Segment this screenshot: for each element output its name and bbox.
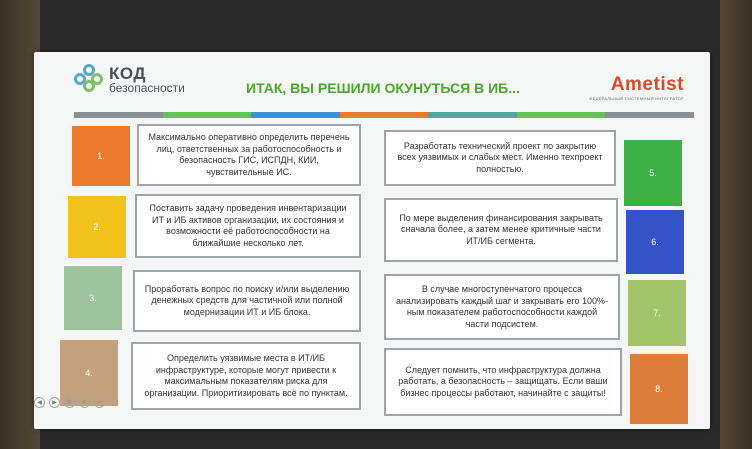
stripe-segment (605, 112, 694, 118)
next-icon[interactable]: ▶ (49, 397, 60, 408)
pen-icon[interactable]: ✎ (64, 397, 75, 408)
prev-icon[interactable]: ◀ (34, 397, 45, 408)
step-number: 6. (626, 210, 684, 274)
step-number: 3. (64, 266, 122, 330)
step-text-box: Следует помнить, что инфраструктура должна работать, а безопасность – защищать. Если ваши бизнес процессы работают, начинайте с защиты! (384, 348, 622, 416)
zoom-icon[interactable]: ⌕ (79, 397, 90, 408)
kod-logo (74, 64, 185, 94)
logo-line2: безопасности (109, 80, 185, 95)
step-text-box: Проработать вопрос по поиску и/или выделению денежных средств для частичной или полной модернизации ИТ и ИБ блока. (133, 270, 361, 332)
ametist-logo (589, 74, 684, 101)
stripe-segment (517, 112, 606, 118)
step-text-box: В случае многоступенчатого процесса анализировать каждый шаг и закрывать его 100%-ным показателем работоспособности каждой части подсистем. (384, 274, 620, 340)
step-number: 4. (60, 340, 118, 406)
step-number: 5. (624, 140, 682, 206)
stripe-segment (340, 112, 429, 118)
color-stripe (74, 112, 694, 118)
step-text-box: Поставить задачу проведения инвентаризации ИТ и ИБ активов организации, их состояния и возможности её работоспособности на ближайшие несколько лет. (135, 194, 361, 258)
more-icon[interactable]: ⋯ (94, 397, 105, 408)
stripe-segment (163, 112, 252, 118)
stripe-segment (74, 112, 163, 118)
step-text-box: Определить уязвимые места в ИТ/ИБ инфраструктуре, которые могут привести к максимальным показателям риска для организации. Приоритизировать всё по пунктам. (131, 342, 361, 410)
step-number: 2. (68, 196, 126, 258)
slideshow-controls (34, 397, 105, 408)
stripe-segment (251, 112, 340, 118)
brand-name: Ametist (610, 74, 684, 95)
kod-logo-mark-icon (74, 64, 104, 94)
step-number: 8. (630, 354, 688, 424)
step-text-box: Максимально оперативно определить перечень лиц, ответственных за работоспособность и безопасность ГИС, ИСПДН, КИИ, чувствительные ИС. (137, 124, 361, 186)
stripe-segment (428, 112, 517, 118)
logo-line1: КОД (109, 63, 146, 83)
brand-tag: ФЕДЕРАЛЬНЫЙ СИСТЕМНЫЙ ИНТЕГРАТОР (589, 96, 684, 101)
step-number: 1. (72, 126, 130, 186)
step-text-box: Разработать технический проект по закрытию всех уязвимых и слабых мест. Именно техпроект полностью. (384, 130, 616, 186)
slide-title: ИТАК, ВЫ РЕШИЛИ ОКУНУТЬСЯ В ИБ... (246, 80, 520, 96)
presentation-slide (34, 52, 710, 429)
step-number: 7. (628, 280, 686, 346)
step-text-box: По мере выделения финансирования закрывать сначала более, а затем менее критичные части ИТ/ИБ сегмента. (384, 198, 618, 262)
